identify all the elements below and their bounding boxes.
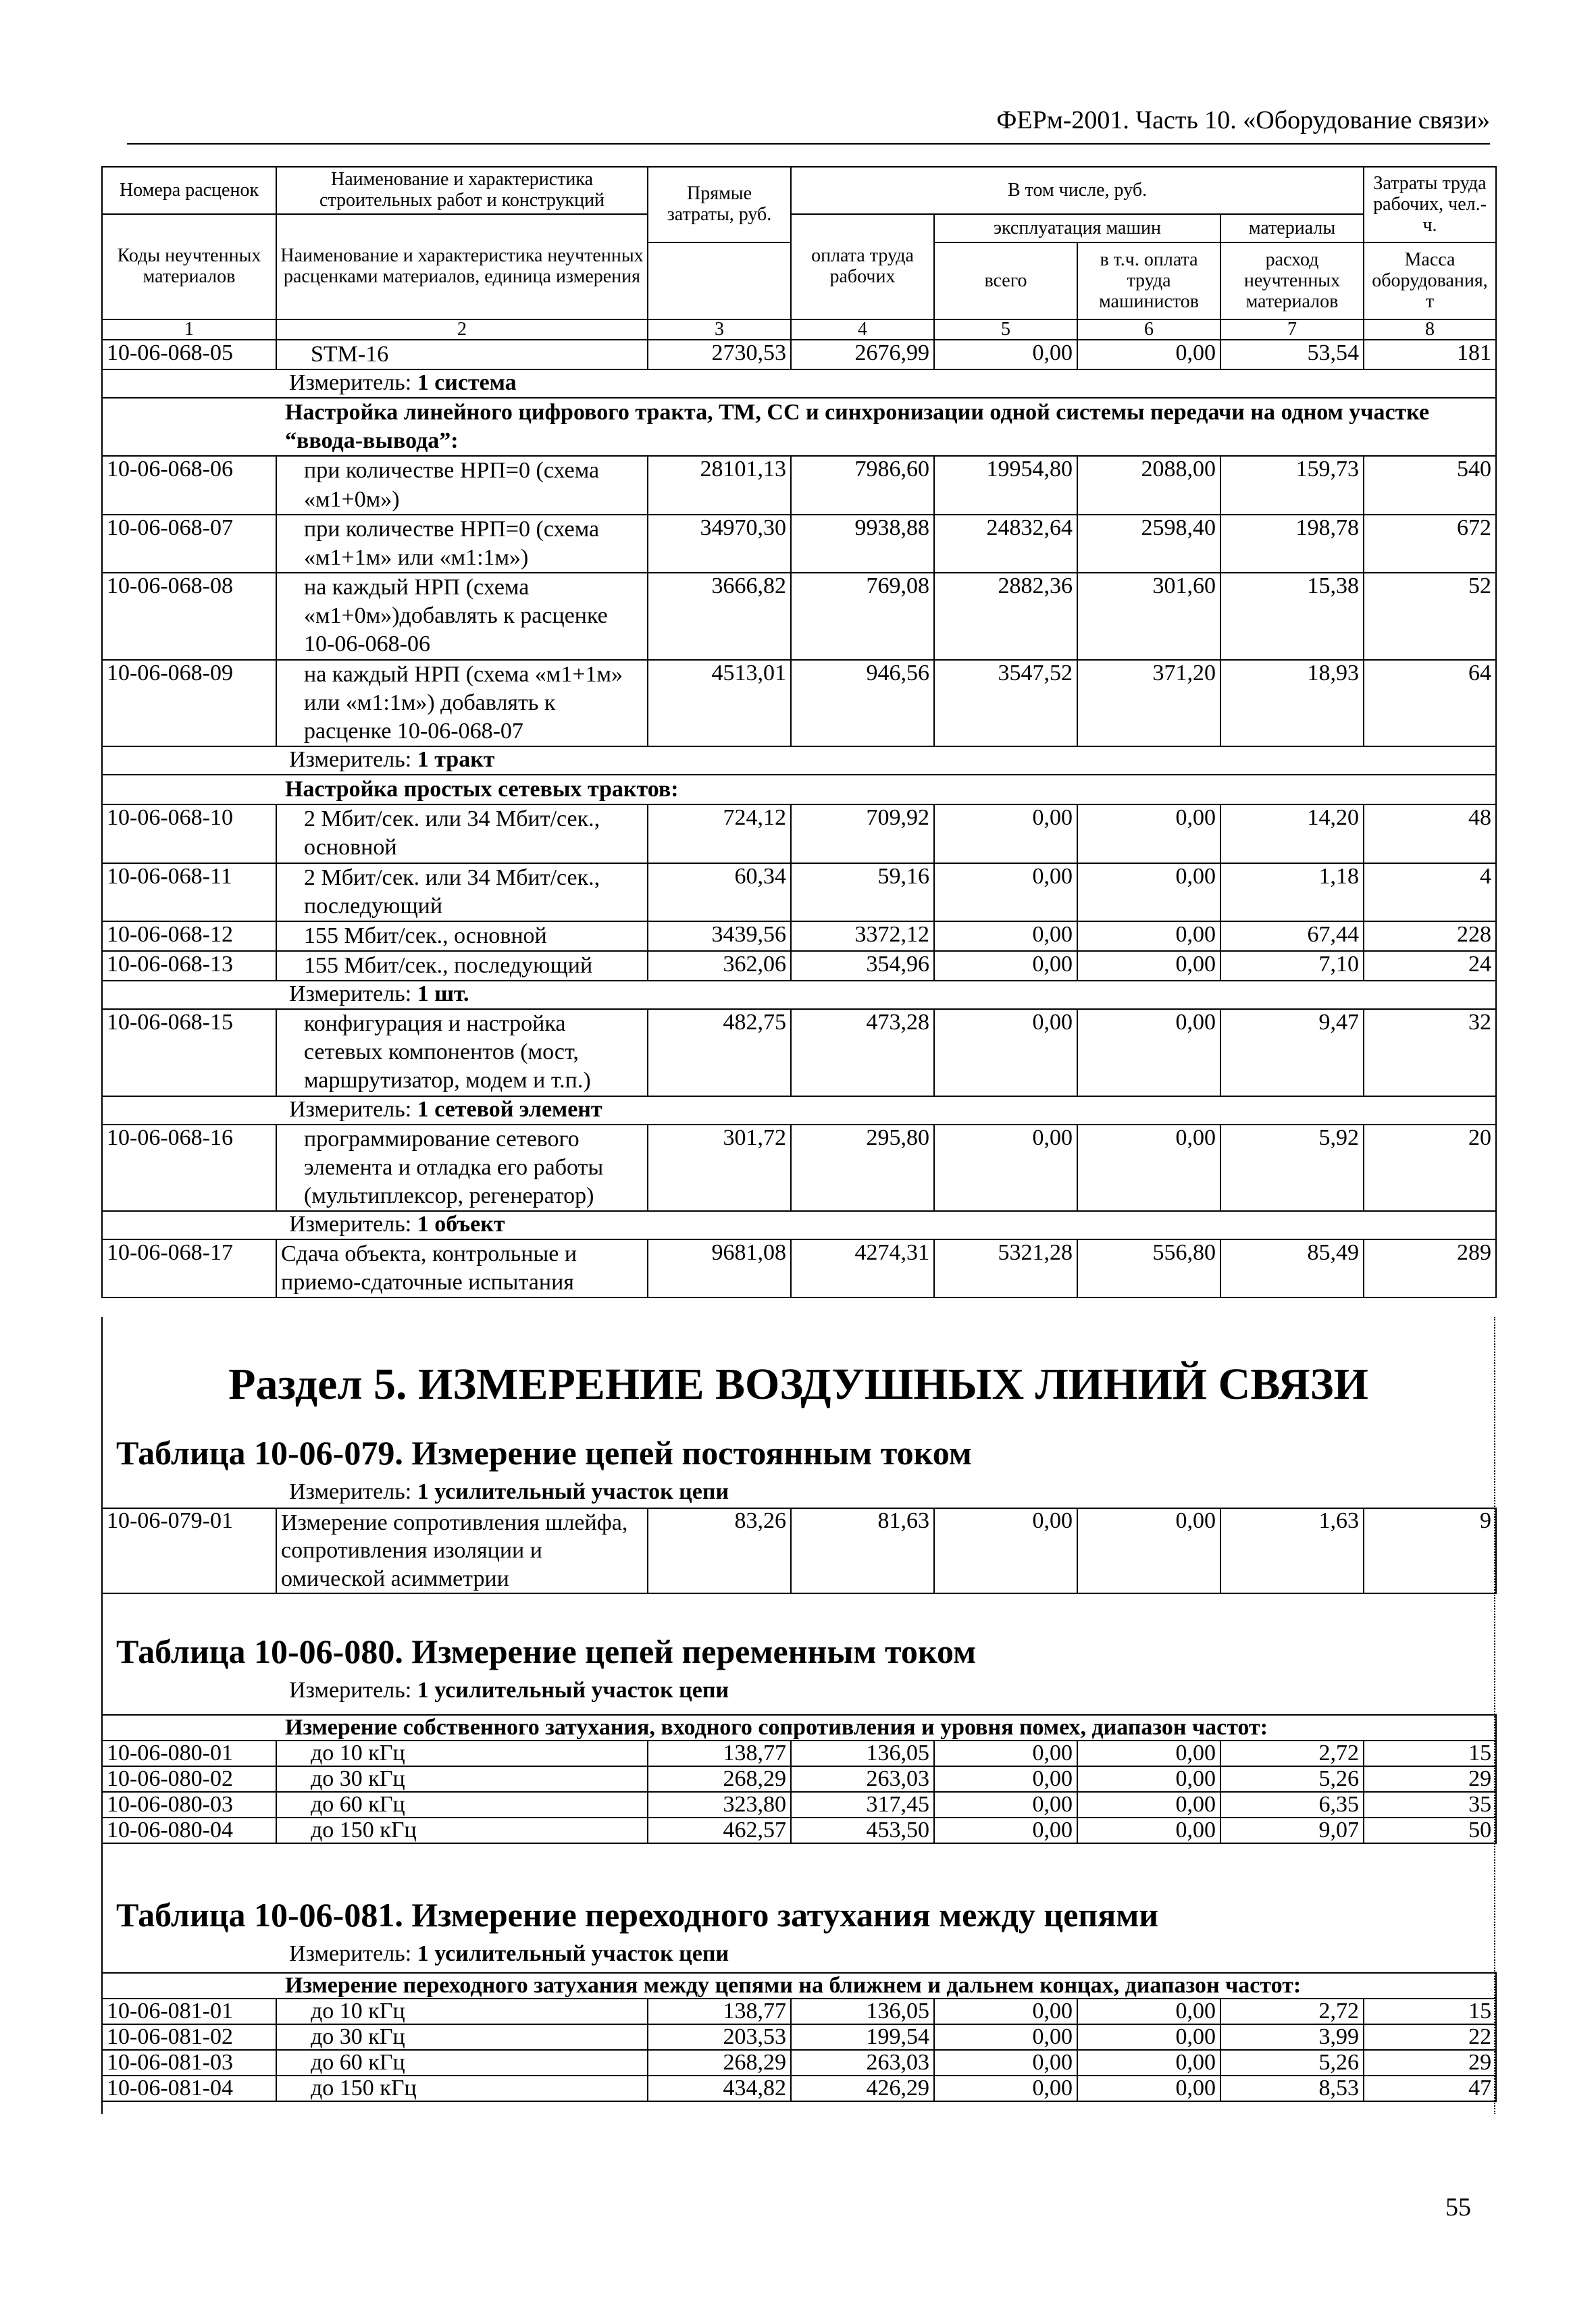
work-name: на каждый НРП (схема «м1+0м»)добавлять к расценке 10-06-068-06 [276,573,648,659]
operator-pay: 0,00 [1077,1508,1220,1593]
machine-total: 0,00 [934,921,1077,951]
labor-costs: 29 [1364,1766,1496,1792]
header-row-1 [102,167,1496,214]
table-row [102,1009,1496,1096]
materials: 1,18 [1220,863,1364,921]
measure-row [102,746,1496,775]
rate-code: 10-06-081-04 [102,2076,276,2101]
rate-code: 10-06-068-11 [102,863,276,921]
materials: 67,44 [1220,921,1364,951]
labor-costs: 20 [1364,1125,1496,1211]
table-row [102,1999,1496,2024]
materials: 5,26 [1220,1766,1364,1792]
header-row-2 [102,214,1496,242]
machine-total: 0,00 [934,2024,1077,2050]
section-header-row [102,775,1496,804]
header-operator-pay: в т.ч. оплата труда машинистов [1077,242,1220,319]
worker-pay: 317,45 [791,1792,934,1818]
table-row [102,1125,1496,1211]
rate-code: 10-06-080-04 [102,1818,276,1843]
measure-value: 1 шт. [417,981,469,1007]
materials: 9,47 [1220,1009,1364,1096]
materials: 14,20 [1220,804,1364,863]
column-number: 1 [102,319,276,340]
table-row [102,1766,1496,1792]
category-header: Измерение переходного затухания между цепями на ближнем и дальнем концах, диапазон частот: [102,1973,1496,1999]
rate-code: 10-06-068-09 [102,660,276,746]
table-row [102,340,1496,369]
labor-costs: 4 [1364,863,1496,921]
measure-value: 1 усилительный участок цепи [417,1479,729,1504]
table-row [102,2024,1496,2050]
worker-pay: 59,16 [791,863,934,921]
materials: 18,93 [1220,660,1364,746]
header-direct-costs-cont [648,242,791,319]
rate-code: 10-06-068-12 [102,921,276,951]
worker-pay: 199,54 [791,2024,934,2050]
direct-costs: 462,57 [648,1818,791,1843]
direct-costs: 301,72 [648,1125,791,1211]
worker-pay: 9938,88 [791,515,934,573]
worker-pay: 426,29 [791,2076,934,2101]
table-row [102,1239,1496,1297]
header-work-name: Наименование и характеристика строительных работ и конструкций [276,167,648,214]
measure-prefix: Измеритель: [289,1941,417,1966]
materials: 53,54 [1220,340,1364,369]
rate-code: 10-06-081-02 [102,2024,276,2050]
work-name: при количестве НРП=0 (схема «м1+0м») [276,456,648,514]
category-row [102,1973,1496,1999]
labor-costs: 50 [1364,1818,1496,1843]
rate-code: 10-06-068-07 [102,515,276,573]
work-name: Сдача объекта, контрольные и приемо-сдаточные испытания [276,1239,648,1297]
work-name: программирование сетевого элемента и отладка его работы (мультиплексор, регенератор) [276,1125,648,1211]
direct-costs: 34970,30 [648,515,791,573]
work-name: до 60 кГц [276,1792,648,1818]
worker-pay: 295,80 [791,1125,934,1211]
section-header: Настройка линейного цифрового тракта, ТМ, СС и синхронизации одной системы передачи на одном участке “ввода-вывода”: [102,398,1496,456]
table-081 [101,1972,1497,2102]
machine-total: 0,00 [934,2076,1077,2101]
materials: 3,99 [1220,2024,1364,2050]
header-including: В том числе, руб. [791,167,1364,214]
direct-costs: 3439,56 [648,921,791,951]
direct-costs: 3666,82 [648,573,791,659]
measure-prefix: Измеритель: [289,1678,417,1703]
rate-code: 10-06-068-16 [102,1125,276,1211]
direct-costs: 2730,53 [648,340,791,369]
rate-code: 10-06-081-01 [102,1999,276,2024]
table-row [102,2050,1496,2076]
measure-value: 1 усилительный участок цепи [417,1941,729,1966]
work-name: 2 Мбит/сек. или 34 Мбит/сек., последующий [276,863,648,921]
section-header: Настройка простых сетевых трактов: [102,775,1496,804]
measure-prefix: Измеритель: [289,1212,417,1237]
worker-pay: 263,03 [791,2050,934,2076]
header-material-name: Наименование и характеристика неучтенных расценками материалов, единица измерения [276,214,648,319]
worker-pay: 769,08 [791,573,934,659]
operator-pay: 0,00 [1077,863,1220,921]
machine-total: 2882,36 [934,573,1077,659]
rates-table [101,166,1497,1298]
table-081-title: Таблица 10-06-081. Измерение переходного затухания между цепями [116,1896,1159,1934]
worker-pay: 7986,60 [791,456,934,514]
machine-total: 0,00 [934,1818,1077,1843]
work-name: до 60 кГц [276,2050,648,2076]
materials: 8,53 [1220,2076,1364,2101]
table-row [102,921,1496,951]
header-materials: материалы [1220,214,1364,242]
materials: 9,07 [1220,1818,1364,1843]
table-080 [101,1714,1497,1844]
table-row [102,456,1496,514]
materials: 1,63 [1220,1508,1364,1593]
operator-pay: 301,60 [1077,573,1220,659]
labor-costs: 47 [1364,2076,1496,2101]
measure-row [102,1096,1496,1125]
machine-total: 24832,64 [934,515,1077,573]
category-row [102,1715,1496,1741]
materials: 198,78 [1220,515,1364,573]
section-title: Раздел 5. ИЗМЕРЕНИЕ ВОЗДУШНЫХ ЛИНИЙ СВЯЗИ [228,1360,1368,1409]
materials: 2,72 [1220,1999,1364,2024]
machine-total: 0,00 [934,1741,1077,1766]
measure-prefix: Измеритель: [289,747,417,773]
table-row [102,1792,1496,1818]
machine-total: 0,00 [934,863,1077,921]
table-row [102,804,1496,863]
operator-pay: 371,20 [1077,660,1220,746]
table-row [102,863,1496,921]
table-row [102,1508,1496,1593]
materials: 2,72 [1220,1741,1364,1766]
machine-total: 5321,28 [934,1239,1077,1297]
measure-row [102,369,1496,398]
worker-pay: 2676,99 [791,340,934,369]
table-080-title: Таблица 10-06-080. Измерение цепей переменным током [116,1632,977,1670]
direct-costs: 482,75 [648,1009,791,1096]
materials: 5,26 [1220,2050,1364,2076]
labor-costs: 52 [1364,573,1496,659]
operator-pay: 0,00 [1077,2024,1220,2050]
labor-costs: 15 [1364,1999,1496,2024]
work-name: до 30 кГц [276,1766,648,1792]
worker-pay: 3372,12 [791,921,934,951]
measure-value: 1 тракт [417,747,495,773]
rate-code: 10-06-079-01 [102,1508,276,1593]
measure-row [102,1211,1496,1239]
measure-prefix: Измеритель: [289,1479,417,1504]
rate-code: 10-06-068-06 [102,456,276,514]
worker-pay: 4274,31 [791,1239,934,1297]
operator-pay: 0,00 [1077,1999,1220,2024]
header-total: всего [934,242,1077,319]
rate-code: 10-06-068-08 [102,573,276,659]
labor-costs: 48 [1364,804,1496,863]
table-row [102,573,1496,659]
column-number: 6 [1077,319,1220,340]
rate-code: 10-06-080-02 [102,1766,276,1792]
labor-costs: 672 [1364,515,1496,573]
section-header-row [102,398,1496,456]
worker-pay: 453,50 [791,1818,934,1843]
work-name: до 10 кГц [276,1741,648,1766]
direct-costs: 362,06 [648,951,791,981]
worker-pay: 136,05 [791,1999,934,2024]
header-direct-costs: Прямые затраты, руб. [648,167,791,242]
worker-pay: 946,56 [791,660,934,746]
rate-code: 10-06-068-17 [102,1239,276,1297]
operator-pay: 0,00 [1077,1741,1220,1766]
operator-pay: 0,00 [1077,1766,1220,1792]
direct-costs: 28101,13 [648,456,791,514]
labor-costs: 24 [1364,951,1496,981]
operator-pay: 0,00 [1077,921,1220,951]
worker-pay: 473,28 [791,1009,934,1096]
table-081-measure [289,1941,729,1967]
column-number: 3 [648,319,791,340]
direct-costs: 268,29 [648,1766,791,1792]
machine-total: 0,00 [934,1999,1077,2024]
table-079-title: Таблица 10-06-079. Измерение цепей постоянным током [116,1434,972,1472]
work-name: конфигурация и настройка сетевых компонентов (мост, маршрутизатор, модем и т.п.) [276,1009,648,1096]
column-number-row [102,319,1496,340]
operator-pay: 0,00 [1077,2050,1220,2076]
operator-pay: 0,00 [1077,1818,1220,1843]
work-name: 155 Мбит/сек., последующий [276,951,648,981]
measure-prefix: Измеритель: [289,981,417,1007]
measure-prefix: Измеритель: [289,370,417,396]
direct-costs: 83,26 [648,1508,791,1593]
work-name: STM-16 [276,340,648,369]
work-name: 155 Мбит/сек., основной [276,921,648,951]
worker-pay: 136,05 [791,1741,934,1766]
measure-value: 1 сетевой элемент [417,1096,602,1122]
measure-value: 1 объект [417,1212,505,1237]
table-row [102,1741,1496,1766]
measure-value: 1 усилительный участок цепи [417,1678,729,1703]
labor-costs: 181 [1364,340,1496,369]
machine-total: 0,00 [934,2050,1077,2076]
rate-code: 10-06-068-15 [102,1009,276,1096]
column-number: 4 [791,319,934,340]
direct-costs: 724,12 [648,804,791,863]
machine-total: 0,00 [934,1508,1077,1593]
machine-total: 0,00 [934,951,1077,981]
labor-costs: 540 [1364,456,1496,514]
operator-pay: 0,00 [1077,804,1220,863]
machine-total: 3547,52 [934,660,1077,746]
operator-pay: 556,80 [1077,1239,1220,1297]
machine-total: 0,00 [934,340,1077,369]
labor-costs: 289 [1364,1239,1496,1297]
machine-total: 0,00 [934,1009,1077,1096]
header-machine-operation: эксплуатация машин [934,214,1220,242]
machine-total: 0,00 [934,1792,1077,1818]
rate-code: 10-06-068-10 [102,804,276,863]
machine-total: 19954,80 [934,456,1077,514]
table-row [102,951,1496,981]
operator-pay: 0,00 [1077,1009,1220,1096]
materials: 159,73 [1220,456,1364,514]
operator-pay: 2088,00 [1077,456,1220,514]
direct-costs: 203,53 [648,2024,791,2050]
table-row [102,660,1496,746]
table-080-measure [289,1678,729,1703]
direct-costs: 268,29 [648,2050,791,2076]
worker-pay: 354,96 [791,951,934,981]
labor-costs: 64 [1364,660,1496,746]
rate-code: 10-06-080-03 [102,1792,276,1818]
page-number: 55 [1445,2193,1471,2221]
machine-total: 0,00 [934,804,1077,863]
operator-pay: 2598,40 [1077,515,1220,573]
work-name: до 30 кГц [276,2024,648,2050]
category-header: Измерение собственного затухания, входного сопротивления и уровня помех, диапазон частот: [102,1715,1496,1741]
labor-costs: 9 [1364,1508,1496,1593]
rate-code: 10-06-080-01 [102,1741,276,1766]
work-name: до 150 кГц [276,2076,648,2101]
rate-code: 10-06-068-13 [102,951,276,981]
table-079-measure [289,1479,729,1505]
operator-pay: 0,00 [1077,1792,1220,1818]
labor-costs: 35 [1364,1792,1496,1818]
measure-row [102,981,1496,1009]
materials: 85,49 [1220,1239,1364,1297]
header-labor-costs: Затраты труда рабочих, чел.-ч. [1364,167,1496,242]
work-name: Измерение сопротивления шлейфа, сопротивления изоляции и омической асимметрии [276,1508,648,1593]
measure-prefix: Измеритель: [289,1096,417,1122]
operator-pay: 0,00 [1077,2076,1220,2101]
measure-value: 1 система [417,370,517,396]
work-name: 2 Мбит/сек. или 34 Мбит/сек., основной [276,804,648,863]
table-079 [101,1508,1497,1594]
work-name: на каждый НРП (схема «м1+1м» или «м1:1м») добавлять к расценке 10-06-068-07 [276,660,648,746]
worker-pay: 709,92 [791,804,934,863]
column-number: 5 [934,319,1077,340]
labor-costs: 32 [1364,1009,1496,1096]
header-worker-pay: оплата труда рабочих [791,214,934,319]
operator-pay: 0,00 [1077,951,1220,981]
machine-total: 0,00 [934,1766,1077,1792]
work-name: до 150 кГц [276,1818,648,1843]
table-row [102,2076,1496,2101]
direct-costs: 4513,01 [648,660,791,746]
materials: 6,35 [1220,1792,1364,1818]
header-material-codes: Коды неучтенных материалов [102,214,276,319]
table-row [102,515,1496,573]
header-material-consumption: расход неучтенных материалов [1220,242,1364,319]
direct-costs: 138,77 [648,1741,791,1766]
machine-total: 0,00 [934,1125,1077,1211]
table-row [102,1818,1496,1843]
direct-costs: 138,77 [648,1999,791,2024]
column-number: 7 [1220,319,1364,340]
rate-code: 10-06-068-05 [102,340,276,369]
rate-code: 10-06-081-03 [102,2050,276,2076]
direct-costs: 9681,08 [648,1239,791,1297]
labor-costs: 22 [1364,2024,1496,2050]
work-name: до 10 кГц [276,1999,648,2024]
materials: 5,92 [1220,1125,1364,1211]
labor-costs: 228 [1364,921,1496,951]
operator-pay: 0,00 [1077,1125,1220,1211]
column-number: 8 [1364,319,1496,340]
header-rate-numbers: Номера расценок [102,167,276,214]
labor-costs: 15 [1364,1741,1496,1766]
direct-costs: 323,80 [648,1792,791,1818]
materials: 7,10 [1220,951,1364,981]
worker-pay: 81,63 [791,1508,934,1593]
direct-costs: 434,82 [648,2076,791,2101]
direct-costs: 60,34 [648,863,791,921]
labor-costs: 29 [1364,2050,1496,2076]
materials: 15,38 [1220,573,1364,659]
worker-pay: 263,03 [791,1766,934,1792]
page-header-title: ФЕРм-2001. Часть 10. «Оборудование связи» [996,106,1490,134]
header-rule [127,143,1490,145]
header-equipment-mass: Масса оборудования, т [1364,242,1496,319]
work-name: при количестве НРП=0 (схема «м1+1м» или «м1:1м») [276,515,648,573]
column-number: 2 [276,319,648,340]
operator-pay: 0,00 [1077,340,1220,369]
